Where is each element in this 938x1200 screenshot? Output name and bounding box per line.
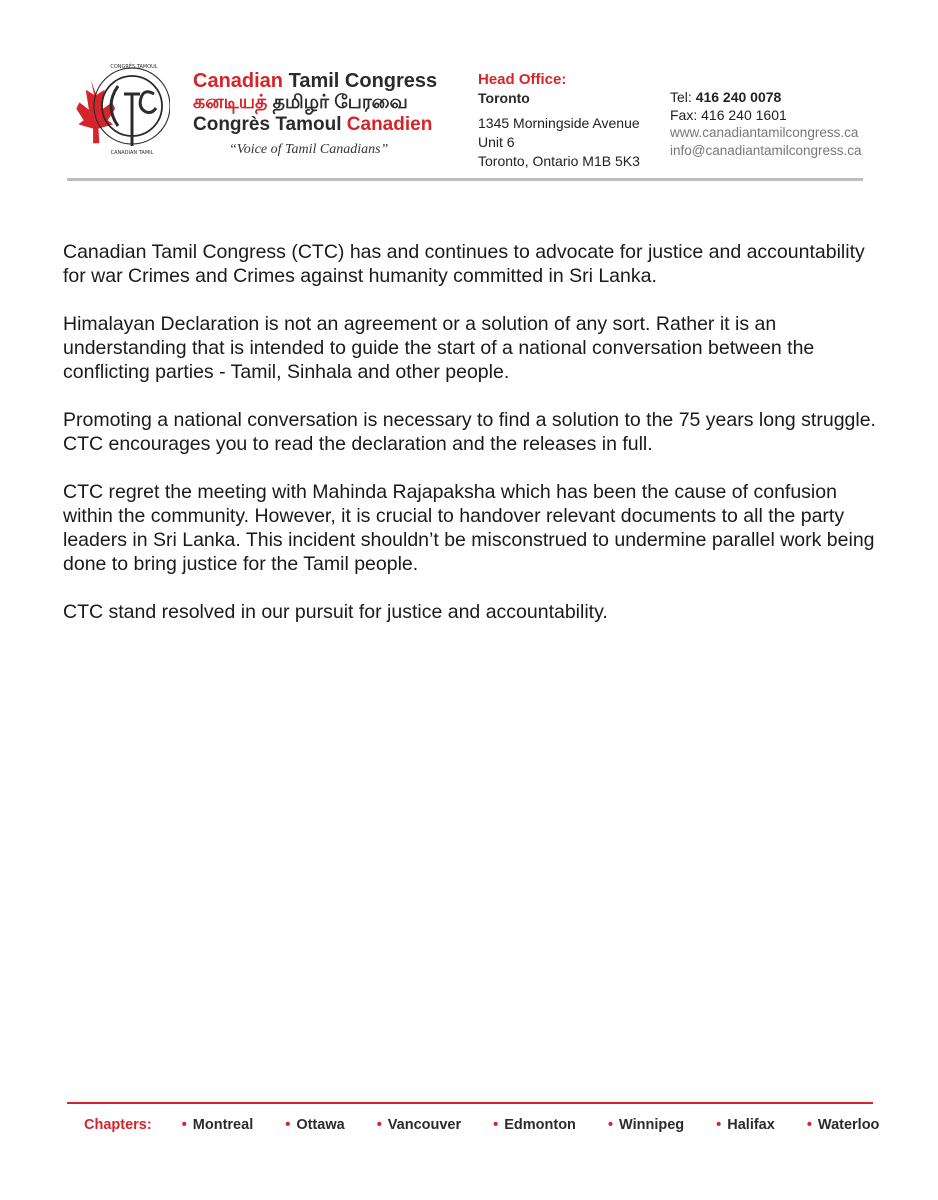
body-paragraph: Canadian Tamil Congress (CTC) has and continues to advocate for justice and accountability for war Crimes and Crimes against humanity committed in Sri Lanka. <box>63 241 865 287</box>
chapter-item: • Edmonton <box>493 1117 576 1133</box>
svg-text:CONGRÈS TAMOUL: CONGRÈS TAMOUL <box>110 64 158 70</box>
body-paragraph: CTC regret the meeting with Mahinda Rajapaksha which has been the cause of confusion within the community. However, it is crucial to handover relevant documents to all the party leaders in Sri Lanka. This incident shouldn’t be misconstrued to undermine parallel work being done to bring justice for the Tamil people. <box>63 481 875 575</box>
bullet-icon: • <box>493 1117 499 1133</box>
chapters-label: Chapters: <box>84 1117 152 1133</box>
head-office-heading: Head Office: <box>478 71 567 88</box>
org-name-french: Congrès Tamoul Canadien <box>193 114 433 135</box>
office-city: Toronto <box>478 90 530 106</box>
ctc-logo <box>74 58 170 158</box>
fax: Fax: 416 240 1601 <box>670 107 787 123</box>
bullet-icon: • <box>181 1117 187 1133</box>
bullet-icon: • <box>376 1117 382 1133</box>
bullet-icon: • <box>285 1117 291 1133</box>
office-address-line2: Unit 6 <box>478 134 515 150</box>
office-address-line3: Toronto, Ontario M1B 5K3 <box>478 153 640 169</box>
head-office-block <box>478 70 658 171</box>
office-address-line1: 1345 Morningside Avenue <box>478 115 640 131</box>
organization-name <box>193 70 438 158</box>
letter-body <box>63 240 883 648</box>
header-divider <box>67 178 863 181</box>
body-paragraph: Himalayan Declaration is not an agreement or a solution of any sort. Rather it is an understanding that is intended to guide the start of a national conversation between the conflicting parties - Tamil, Sinhala and other people. <box>63 313 815 383</box>
chapter-item: • Vancouver <box>376 1117 462 1133</box>
org-name-tamil: கனடியத் தமிழர் பேரவை <box>193 92 408 113</box>
bullet-icon: • <box>607 1117 614 1133</box>
contact-block <box>670 88 900 160</box>
bullet-icon: • <box>806 1117 812 1133</box>
maple-leaf-icon <box>76 80 115 143</box>
footer-divider <box>67 1102 873 1104</box>
svg-text:CANADIAN TAMIL: CANADIAN TAMIL <box>110 150 154 156</box>
chapter-item: • Montreal <box>181 1117 254 1133</box>
chapter-item: • Winnipeg <box>607 1117 685 1133</box>
bullet-icon: • <box>716 1117 722 1133</box>
body-paragraph: Promoting a national conversation is necessary to find a solution to the 75 years long struggle. CTC encourages you to read the declaration and the releases in full. <box>63 409 876 455</box>
letterhead <box>0 0 938 200</box>
telephone: Tel: 416 240 0078 <box>670 89 782 105</box>
org-name-english: Canadian Tamil Congress <box>193 70 438 92</box>
tagline: “Voice of Tamil Canadians” <box>229 142 389 157</box>
chapters-footer <box>84 1117 884 1133</box>
chapter-item: • Waterloo <box>806 1117 880 1133</box>
chapter-item: • Halifax <box>716 1117 775 1133</box>
body-paragraph: CTC stand resolved in our pursuit for justice and accountability. <box>63 601 608 623</box>
email-link[interactable]: info@canadiantamilcongress.ca <box>670 143 862 158</box>
chapter-item: • Ottawa <box>285 1117 345 1133</box>
website-link[interactable]: www.canadiantamilcongress.ca <box>670 125 859 140</box>
